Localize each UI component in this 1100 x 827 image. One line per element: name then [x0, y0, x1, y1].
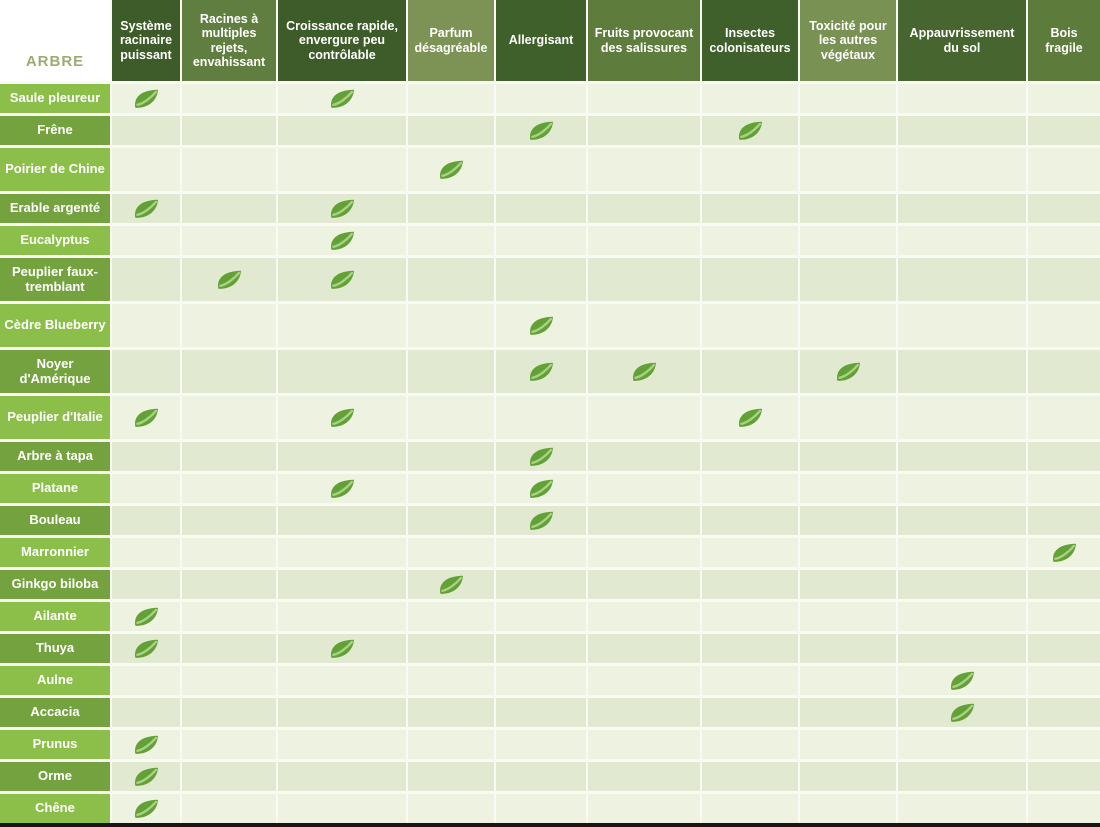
leaf-icon	[133, 88, 160, 109]
mark-cell	[702, 194, 798, 223]
mark-cell	[898, 794, 1026, 823]
tree-name-cell: Prunus	[0, 730, 110, 759]
mark-cell	[1028, 538, 1100, 567]
mark-cell	[496, 538, 586, 567]
tree-name-cell: Peuplier d'Italie	[0, 396, 110, 439]
table-row	[0, 116, 1100, 145]
mark-cell	[278, 396, 406, 439]
mark-cell	[278, 538, 406, 567]
mark-cell	[1028, 396, 1100, 439]
mark-cell	[408, 666, 494, 695]
mark-cell	[800, 794, 896, 823]
mark-cell	[702, 666, 798, 695]
mark-cell	[182, 226, 276, 255]
mark-cell	[496, 84, 586, 113]
mark-cell	[1028, 258, 1100, 301]
mark-cell	[182, 442, 276, 471]
column-header: Fruits provocant des salissures	[588, 0, 700, 81]
mark-cell	[1028, 634, 1100, 663]
mark-cell	[588, 226, 700, 255]
mark-cell	[1028, 730, 1100, 759]
table-row	[0, 258, 1100, 301]
leaf-icon	[329, 88, 356, 109]
table-row	[0, 570, 1100, 599]
mark-cell	[800, 194, 896, 223]
mark-cell	[1028, 84, 1100, 113]
mark-cell	[702, 730, 798, 759]
mark-cell	[898, 148, 1026, 191]
mark-cell	[182, 116, 276, 145]
mark-cell	[1028, 666, 1100, 695]
table-row	[0, 602, 1100, 631]
mark-cell	[702, 396, 798, 439]
mark-cell	[588, 506, 700, 535]
mark-cell	[588, 474, 700, 503]
mark-cell	[182, 304, 276, 347]
mark-cell	[702, 442, 798, 471]
column-header: Toxicité pour les autres végétaux	[800, 0, 896, 81]
tree-name-cell: Chêne	[0, 794, 110, 823]
tree-name-cell: Eucalyptus	[0, 226, 110, 255]
table-row	[0, 304, 1100, 347]
mark-cell	[112, 730, 180, 759]
mark-cell	[408, 194, 494, 223]
leaf-icon	[329, 407, 356, 428]
mark-cell	[702, 762, 798, 791]
mark-cell	[496, 794, 586, 823]
mark-cell	[278, 116, 406, 145]
mark-cell	[278, 570, 406, 599]
table-row	[0, 506, 1100, 535]
mark-cell	[1028, 474, 1100, 503]
mark-cell	[588, 304, 700, 347]
leaf-icon	[216, 269, 243, 290]
tree-name-cell: Accacia	[0, 698, 110, 727]
mark-cell	[408, 698, 494, 727]
mark-cell	[278, 350, 406, 393]
mark-cell	[408, 148, 494, 191]
mark-cell	[588, 730, 700, 759]
mark-cell	[408, 396, 494, 439]
mark-cell	[898, 570, 1026, 599]
mark-cell	[588, 570, 700, 599]
table-row	[0, 84, 1100, 113]
mark-cell	[1028, 116, 1100, 145]
leaf-icon	[528, 315, 555, 336]
column-header: Système racinaire puissant	[112, 0, 180, 81]
mark-cell	[278, 304, 406, 347]
mark-cell	[702, 794, 798, 823]
mark-cell	[182, 570, 276, 599]
mark-cell	[496, 350, 586, 393]
table-row	[0, 148, 1100, 191]
column-header: Allergisant	[496, 0, 586, 81]
mark-cell	[800, 84, 896, 113]
mark-cell	[496, 116, 586, 145]
mark-cell	[800, 350, 896, 393]
mark-cell	[1028, 350, 1100, 393]
mark-cell	[112, 698, 180, 727]
mark-cell	[112, 396, 180, 439]
mark-cell	[1028, 148, 1100, 191]
leaf-icon	[528, 361, 555, 382]
mark-cell	[112, 258, 180, 301]
mark-cell	[800, 730, 896, 759]
mark-cell	[898, 84, 1026, 113]
mark-cell	[1028, 602, 1100, 631]
mark-cell	[1028, 442, 1100, 471]
mark-cell	[182, 634, 276, 663]
tree-name-cell: Aulne	[0, 666, 110, 695]
mark-cell	[898, 538, 1026, 567]
mark-cell	[588, 350, 700, 393]
mark-cell	[408, 570, 494, 599]
mark-cell	[588, 116, 700, 145]
column-header: Bois fragile	[1028, 0, 1100, 81]
mark-cell	[898, 474, 1026, 503]
tree-name-cell: Thuya	[0, 634, 110, 663]
mark-cell	[588, 84, 700, 113]
mark-cell	[800, 666, 896, 695]
mark-cell	[702, 474, 798, 503]
mark-cell	[702, 116, 798, 145]
mark-cell	[496, 442, 586, 471]
column-header: Racines à multiples rejets, envahissant	[182, 0, 276, 81]
mark-cell	[800, 570, 896, 599]
mark-cell	[898, 350, 1026, 393]
mark-cell	[408, 84, 494, 113]
mark-cell	[702, 258, 798, 301]
mark-cell	[702, 634, 798, 663]
mark-cell	[588, 602, 700, 631]
mark-cell	[182, 666, 276, 695]
mark-cell	[898, 666, 1026, 695]
mark-cell	[588, 396, 700, 439]
mark-cell	[278, 666, 406, 695]
mark-cell	[1028, 304, 1100, 347]
column-header: Appauvrissement du sol	[898, 0, 1026, 81]
leaf-icon	[737, 407, 764, 428]
mark-cell	[182, 350, 276, 393]
leaf-icon	[528, 446, 555, 467]
mark-cell	[182, 602, 276, 631]
mark-cell	[496, 666, 586, 695]
mark-cell	[800, 698, 896, 727]
mark-cell	[182, 396, 276, 439]
mark-cell	[588, 148, 700, 191]
mark-cell	[588, 258, 700, 301]
mark-cell	[898, 730, 1026, 759]
mark-cell	[496, 148, 586, 191]
mark-cell	[800, 634, 896, 663]
table-row	[0, 698, 1100, 727]
table-row	[0, 634, 1100, 663]
mark-cell	[496, 258, 586, 301]
mark-cell	[1028, 794, 1100, 823]
leaf-icon	[835, 361, 862, 382]
tree-name-cell: Orme	[0, 762, 110, 791]
tree-name-cell: Poirier de Chine	[0, 148, 110, 191]
mark-cell	[496, 762, 586, 791]
mark-cell	[898, 442, 1026, 471]
mark-cell	[702, 506, 798, 535]
corner-header-cell	[0, 0, 110, 81]
tree-name-cell: Platane	[0, 474, 110, 503]
mark-cell	[588, 794, 700, 823]
mark-cell	[278, 258, 406, 301]
mark-cell	[800, 602, 896, 631]
mark-cell	[278, 148, 406, 191]
table-row	[0, 396, 1100, 439]
leaf-icon	[528, 510, 555, 531]
mark-cell	[112, 666, 180, 695]
leaf-icon	[329, 269, 356, 290]
mark-cell	[278, 730, 406, 759]
corner-header-label: ARBRE	[25, 53, 85, 70]
mark-cell	[408, 634, 494, 663]
tree-name-cell: Peuplier faux-tremblant	[0, 258, 110, 301]
mark-cell	[112, 116, 180, 145]
mark-cell	[278, 226, 406, 255]
mark-cell	[496, 730, 586, 759]
leaf-icon	[737, 120, 764, 141]
mark-cell	[496, 506, 586, 535]
mark-cell	[112, 84, 180, 113]
leaf-icon	[949, 702, 976, 723]
mark-cell	[112, 794, 180, 823]
mark-cell	[112, 442, 180, 471]
mark-cell	[898, 194, 1026, 223]
table-row	[0, 762, 1100, 791]
table-row	[0, 350, 1100, 393]
table-row	[0, 538, 1100, 567]
column-header: Croissance rapide, envergure peu contrôlable	[278, 0, 406, 81]
leaf-icon	[329, 230, 356, 251]
mark-cell	[278, 194, 406, 223]
mark-cell	[408, 538, 494, 567]
mark-cell	[898, 634, 1026, 663]
mark-cell	[408, 762, 494, 791]
mark-cell	[278, 794, 406, 823]
leaf-icon	[949, 670, 976, 691]
table-row	[0, 442, 1100, 471]
mark-cell	[112, 538, 180, 567]
mark-cell	[588, 442, 700, 471]
leaf-icon	[528, 478, 555, 499]
mark-cell	[496, 396, 586, 439]
mark-cell	[1028, 506, 1100, 535]
mark-cell	[408, 474, 494, 503]
leaf-icon	[133, 638, 160, 659]
mark-cell	[408, 794, 494, 823]
leaf-icon	[133, 798, 160, 819]
mark-cell	[112, 474, 180, 503]
mark-cell	[182, 194, 276, 223]
mark-cell	[800, 506, 896, 535]
mark-cell	[112, 634, 180, 663]
mark-cell	[182, 258, 276, 301]
mark-cell	[182, 538, 276, 567]
mark-cell	[588, 698, 700, 727]
mark-cell	[800, 304, 896, 347]
mark-cell	[702, 570, 798, 599]
mark-cell	[702, 226, 798, 255]
mark-cell	[182, 84, 276, 113]
mark-cell	[112, 194, 180, 223]
mark-cell	[800, 762, 896, 791]
mark-cell	[800, 226, 896, 255]
mark-cell	[112, 148, 180, 191]
mark-cell	[496, 602, 586, 631]
mark-cell	[496, 304, 586, 347]
table-row	[0, 226, 1100, 255]
mark-cell	[408, 258, 494, 301]
mark-cell	[496, 698, 586, 727]
tree-name-cell: Saule pleureur	[0, 84, 110, 113]
mark-cell	[112, 762, 180, 791]
leaf-icon	[631, 361, 658, 382]
mark-cell	[112, 506, 180, 535]
mark-cell	[898, 506, 1026, 535]
table-row	[0, 194, 1100, 223]
tree-name-cell: Bouleau	[0, 506, 110, 535]
mark-cell	[702, 350, 798, 393]
mark-cell	[278, 762, 406, 791]
leaf-icon	[438, 574, 465, 595]
leaf-icon	[329, 638, 356, 659]
leaf-icon	[133, 734, 160, 755]
mark-cell	[408, 304, 494, 347]
leaf-icon	[438, 159, 465, 180]
mark-cell	[1028, 762, 1100, 791]
mark-cell	[898, 226, 1026, 255]
tree-name-cell: Cèdre Blueberry	[0, 304, 110, 347]
mark-cell	[800, 116, 896, 145]
mark-cell	[588, 666, 700, 695]
mark-cell	[898, 116, 1026, 145]
tree-name-cell: Ginkgo biloba	[0, 570, 110, 599]
mark-cell	[278, 474, 406, 503]
mark-cell	[182, 730, 276, 759]
mark-cell	[278, 442, 406, 471]
mark-cell	[278, 506, 406, 535]
leaf-icon	[133, 198, 160, 219]
mark-cell	[408, 116, 494, 145]
mark-cell	[408, 350, 494, 393]
bottom-bar	[0, 823, 1100, 827]
mark-cell	[702, 304, 798, 347]
mark-cell	[800, 258, 896, 301]
tree-name-cell: Noyer d'Amérique	[0, 350, 110, 393]
tree-name-cell: Ailante	[0, 602, 110, 631]
mark-cell	[496, 226, 586, 255]
mark-cell	[1028, 194, 1100, 223]
table-row	[0, 666, 1100, 695]
leaf-icon	[329, 478, 356, 499]
mark-cell	[898, 396, 1026, 439]
leaf-icon	[528, 120, 555, 141]
mark-cell	[898, 258, 1026, 301]
mark-cell	[702, 148, 798, 191]
mark-cell	[702, 538, 798, 567]
mark-cell	[588, 194, 700, 223]
mark-cell	[588, 634, 700, 663]
leaf-icon	[329, 198, 356, 219]
mark-cell	[408, 506, 494, 535]
column-header: Parfum désagréable	[408, 0, 494, 81]
mark-cell	[800, 538, 896, 567]
mark-cell	[702, 602, 798, 631]
mark-cell	[182, 794, 276, 823]
leaf-icon	[133, 407, 160, 428]
leaf-icon	[133, 606, 160, 627]
mark-cell	[588, 538, 700, 567]
mark-cell	[278, 84, 406, 113]
table-row	[0, 794, 1100, 823]
table-row	[0, 730, 1100, 759]
mark-cell	[112, 570, 180, 599]
mark-cell	[182, 698, 276, 727]
mark-cell	[1028, 698, 1100, 727]
tree-name-cell: Erable argenté	[0, 194, 110, 223]
mark-cell	[408, 602, 494, 631]
mark-cell	[408, 730, 494, 759]
mark-cell	[800, 442, 896, 471]
mark-cell	[496, 474, 586, 503]
leaf-icon	[1051, 542, 1078, 563]
leaf-icon	[133, 766, 160, 787]
tree-name-cell: Marronnier	[0, 538, 110, 567]
mark-cell	[800, 474, 896, 503]
mark-cell	[898, 762, 1026, 791]
mark-cell	[898, 304, 1026, 347]
table-row	[0, 474, 1100, 503]
mark-cell	[496, 570, 586, 599]
column-header: Insectes colonisateurs	[702, 0, 798, 81]
mark-cell	[588, 762, 700, 791]
mark-cell	[182, 762, 276, 791]
mark-cell	[800, 396, 896, 439]
mark-cell	[182, 506, 276, 535]
tree-name-cell: Frêne	[0, 116, 110, 145]
tree-name-cell: Arbre à tapa	[0, 442, 110, 471]
mark-cell	[408, 226, 494, 255]
mark-cell	[1028, 570, 1100, 599]
mark-cell	[496, 634, 586, 663]
mark-cell	[496, 194, 586, 223]
mark-cell	[702, 84, 798, 113]
mark-cell	[112, 350, 180, 393]
mark-cell	[898, 602, 1026, 631]
header-row	[0, 0, 1100, 81]
mark-cell	[278, 634, 406, 663]
mark-cell	[898, 698, 1026, 727]
mark-cell	[702, 698, 798, 727]
mark-cell	[408, 442, 494, 471]
mark-cell	[800, 148, 896, 191]
mark-cell	[278, 602, 406, 631]
mark-cell	[278, 698, 406, 727]
mark-cell	[112, 304, 180, 347]
mark-cell	[182, 148, 276, 191]
mark-cell	[1028, 226, 1100, 255]
mark-cell	[112, 602, 180, 631]
mark-cell	[182, 474, 276, 503]
mark-cell	[112, 226, 180, 255]
